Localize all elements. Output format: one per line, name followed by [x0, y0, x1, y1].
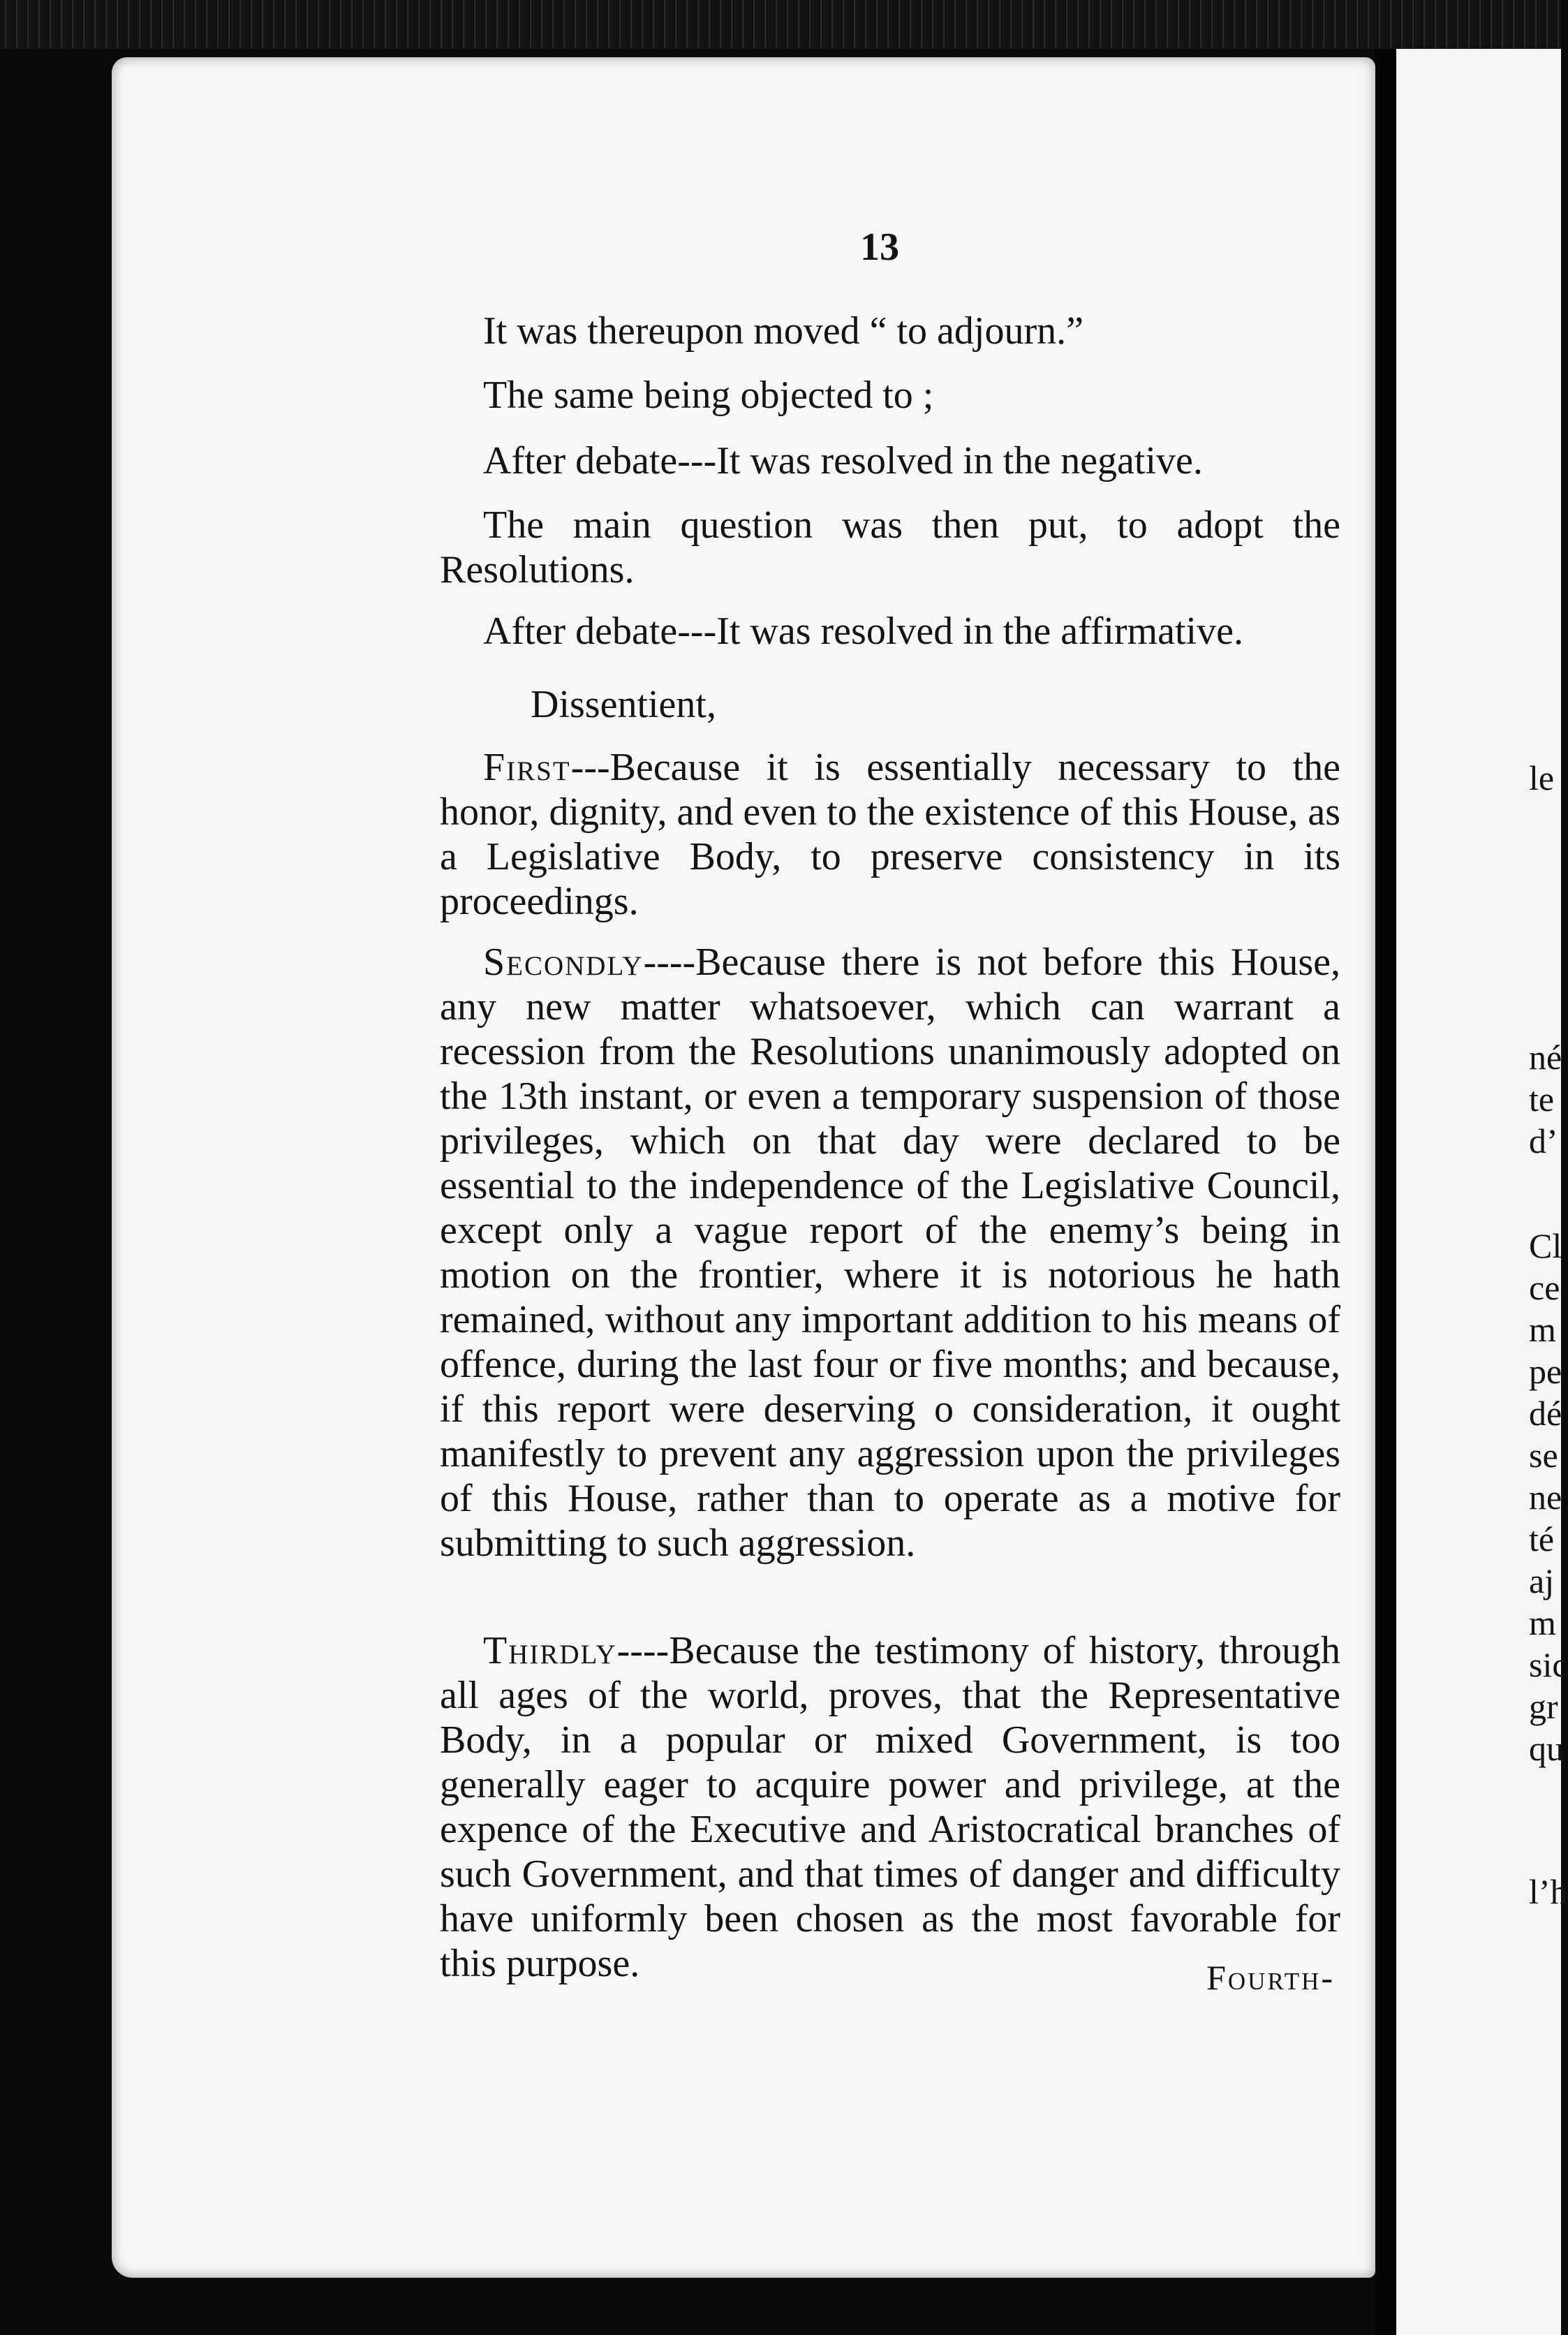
line-affirmative: After debate---It was resolved in the affirmative. — [483, 610, 1243, 653]
next-page-fragment: d’ — [1529, 1121, 1558, 1161]
reason-first — [440, 745, 1340, 924]
book-gutter — [1375, 49, 1396, 2335]
next-page-fragment: te — [1529, 1080, 1555, 1119]
next-page-fragment: sic — [1529, 1645, 1568, 1684]
next-page-fragment: ce — [1529, 1268, 1560, 1307]
reason-secondly-text: ----Because there is not before this House, any new matter whatsoever, which can warrant a recession from the Resolutions unanimously adopted on the 13th instant, or even a temporary suspension of those privileges, which on that day were declared to be essential to the independence of the Legislative Council, except only a vague report of the enemy’s being in motion on the frontier, where it is notorious he hath remained, without any important addition to his means of offence, during the last four or five months; and because, if this report were deserving o consideration, it ought manifestly to prevent any aggression upon the privileges of this House, rather than to operate as a motive for submitting to such aggression. — [440, 941, 1340, 1565]
next-page-fragment: qu — [1529, 1729, 1564, 1768]
next-page-fragment: aj — [1529, 1561, 1555, 1600]
next-page-fragment: m — [1529, 1603, 1556, 1642]
line-main-question: The main question was then put, to adopt the Resolutions. — [440, 503, 1340, 591]
line-negative: After debate---It was resolved in the negative. — [483, 439, 1203, 483]
film-edge — [0, 0, 1561, 49]
next-page-leaf — [1396, 49, 1561, 2335]
reason-thirdly-text: ----Because the testimony of history, through all ages of the world, proves, that the Representative Body, in a popular or mixed Government, is too generally eager to acquire power and privilege, at the expence of the Executive and Aristocratical branches of such Government, and that times of danger and difficulty have uniformly been chosen as the most favorable for this purpose. — [440, 1629, 1340, 1985]
next-page-fragment: pe — [1529, 1352, 1562, 1391]
next-page-fragment: né — [1529, 1038, 1562, 1077]
next-page-fragment: ne — [1529, 1478, 1562, 1517]
reason-first-text: ---Because it is essentially necessary to the honor, dignity, and even to the existence of this House, as a Legislative Body, to preserve consistency in its proceedings. — [440, 746, 1340, 923]
dissentient-heading: Dissentient, — [531, 683, 716, 726]
next-page-fragment: dé — [1529, 1394, 1562, 1433]
next-page-fragment: le — [1529, 758, 1555, 797]
next-page-fragment: gr — [1529, 1687, 1558, 1726]
line-adjourn: It was thereupon moved “ to adjourn.” — [483, 309, 1083, 353]
reason-first-lead: First — [483, 746, 571, 789]
reason-thirdly — [440, 1628, 1340, 1986]
catchword: Fourth- — [1206, 1958, 1335, 1997]
next-page-fragment: l’h — [1529, 1872, 1568, 1911]
page-leaf — [112, 57, 1375, 2278]
next-page-fragment: se — [1529, 1436, 1558, 1475]
next-page-fragment: m — [1529, 1310, 1556, 1349]
page-number: 13 — [860, 226, 899, 269]
reason-secondly-lead: Secondly — [483, 941, 644, 984]
next-page-fragment: Cl — [1529, 1226, 1562, 1265]
next-page-fragment: té — [1529, 1519, 1555, 1559]
reason-thirdly-lead: Thirdly — [483, 1629, 617, 1672]
reason-secondly — [440, 940, 1340, 1566]
line-objected: The same being objected to ; — [483, 374, 934, 417]
